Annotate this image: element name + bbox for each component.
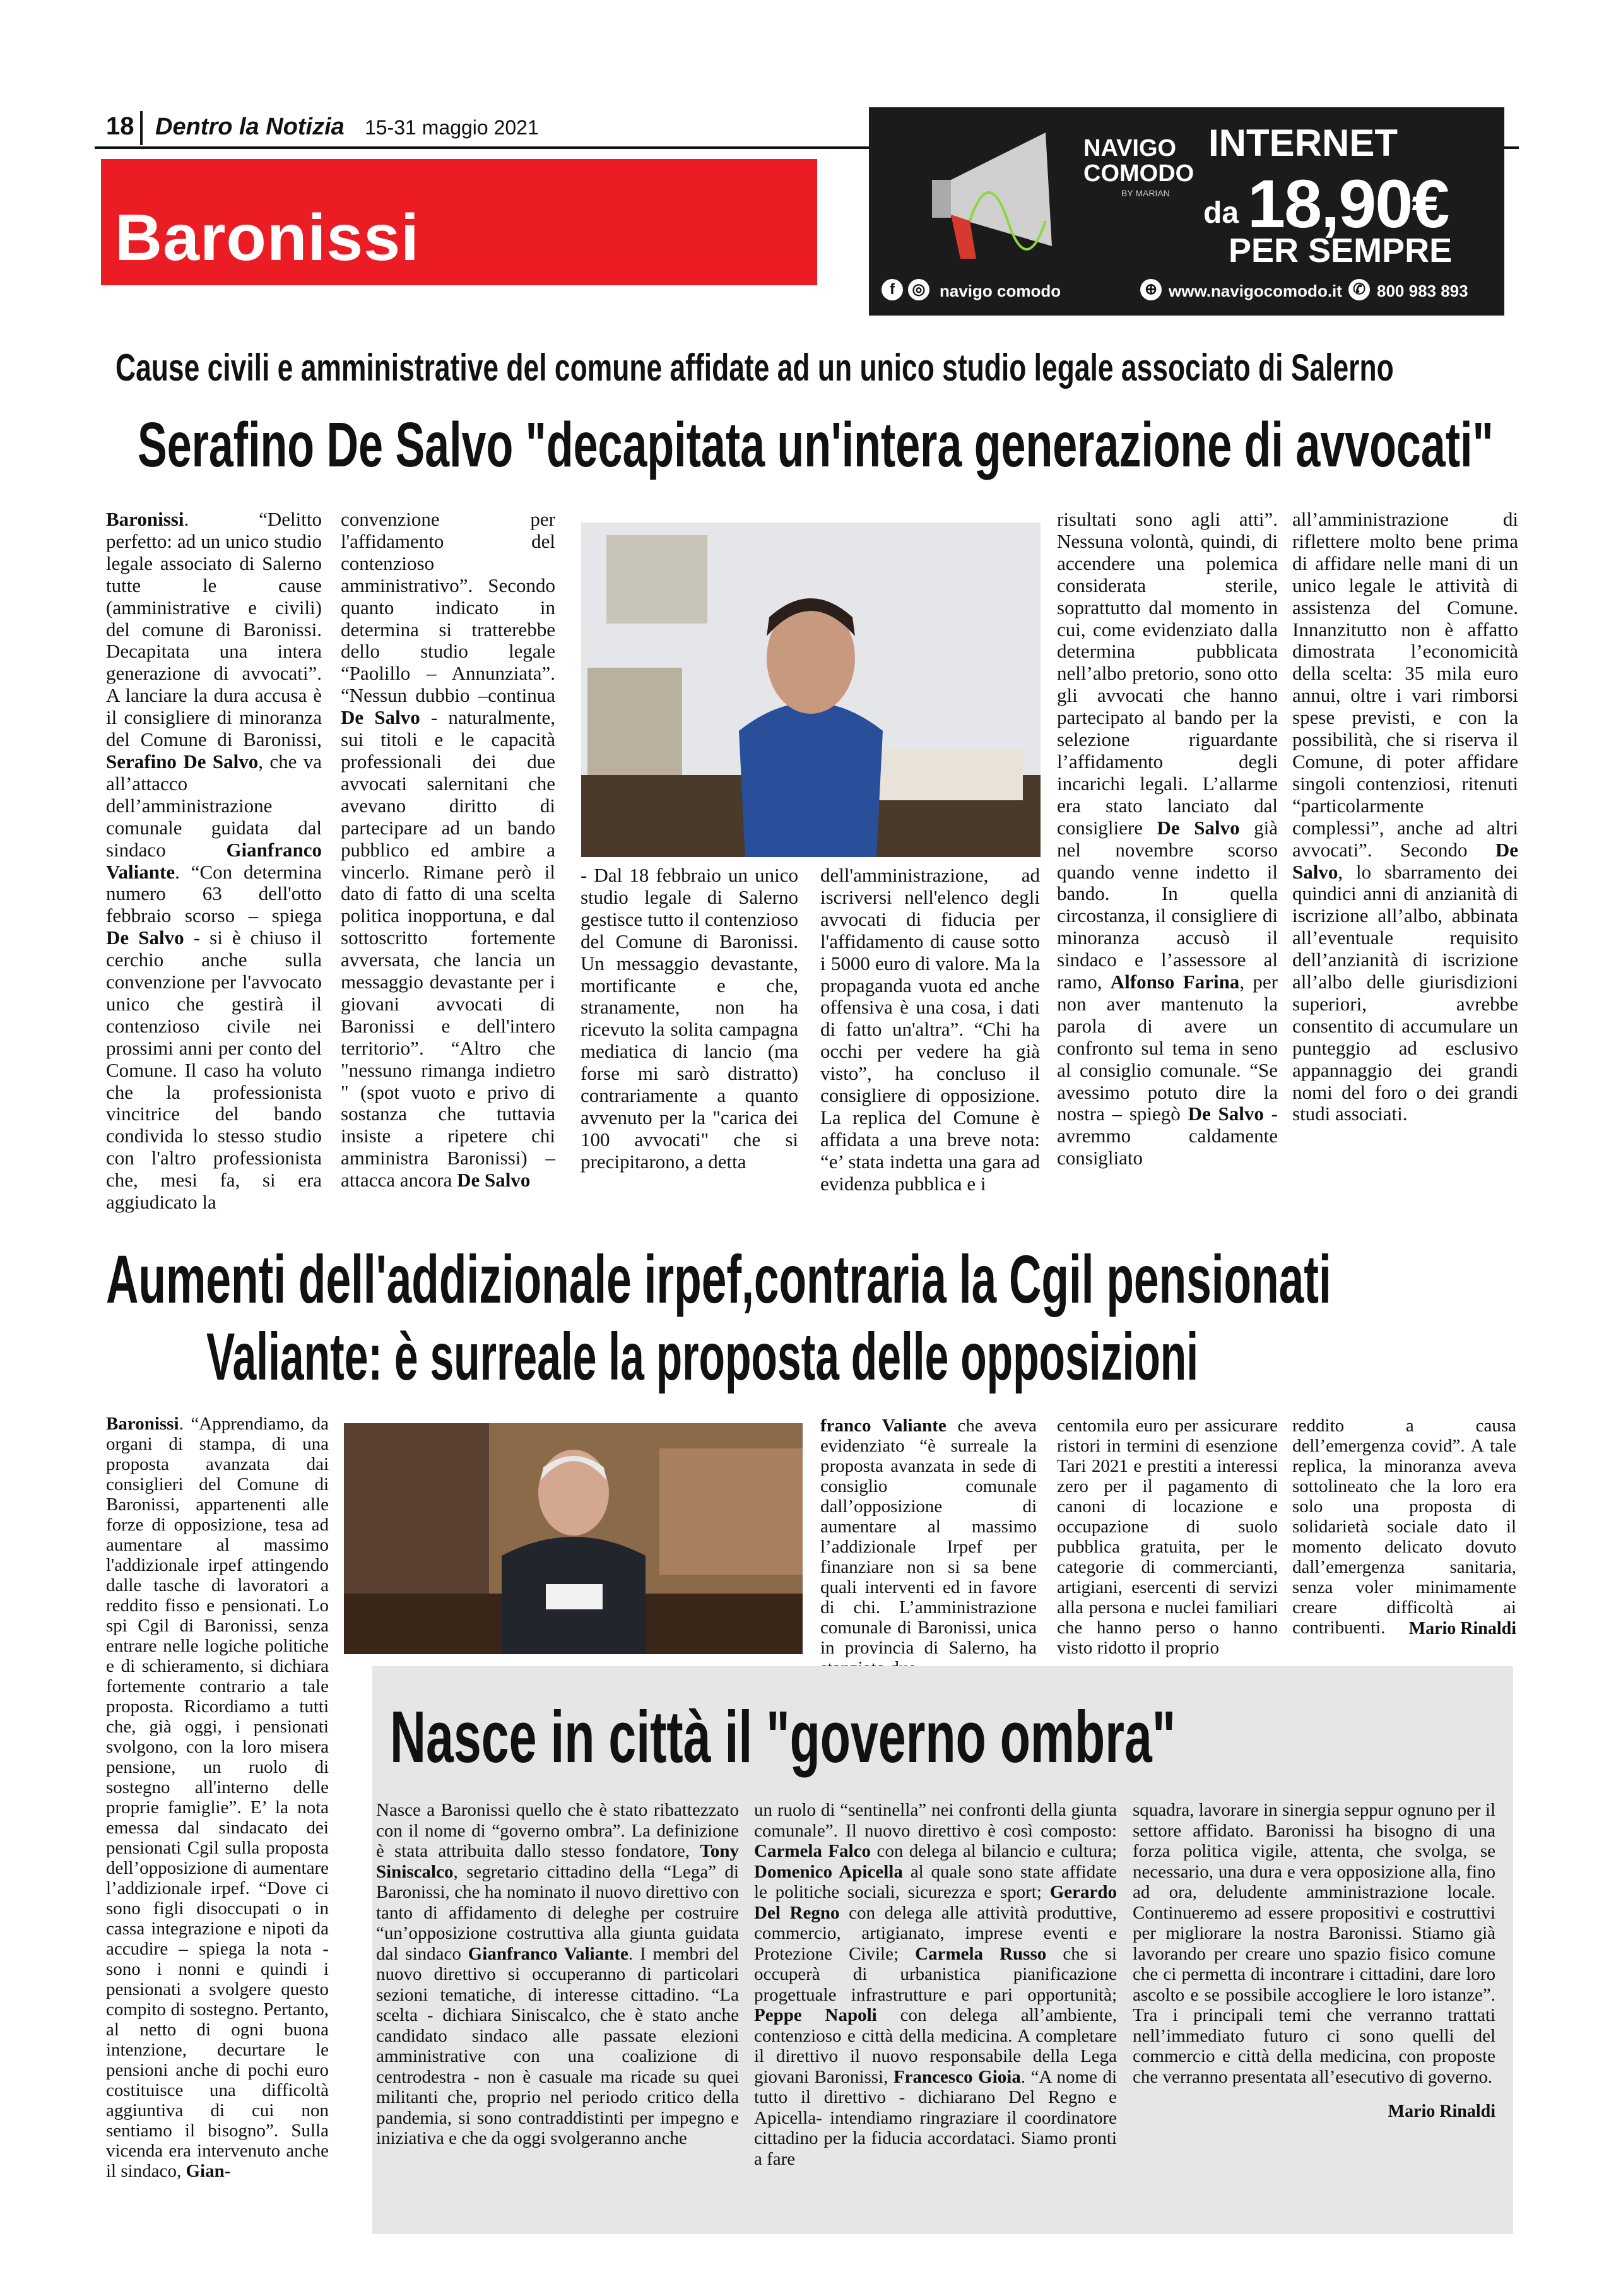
article1-col2: convenzione per l'affidamento del contenzioso amministrativo”. Secondo quanto indicato in determina si tratterebbe dello studio legale “Paolillo – Annunziata”. “Nessun dubbio –continua De Salvo - naturalmente, sui titoli e le capacità professionali dei due avvocati salernitani che avevano diritto di partecipare ad un bando pubblico ed ambire a vincerlo. Rimane però il dato di fatto di una scelta politica inopportuna, e dal sottoscritto fortemente avversata, che lancia un messaggio devastante per i giovani avvocati di Baronissi e dell'intero territorio”. “Altro che "nessuno rimanga indietro " (spot vuoto e privo di sostanza che tuttavia insiste a ripetere chi amministra Baronissi) – attacca ancora De Salvo [341, 508, 555, 1192]
article1-col5: risultati sono agli atti”. Nessuna volontà, quindi, di accendere una polemica considerata sterile, soprattutto dal momento in cui, come evidenziato dalla determina pubblicata nell’albo pretorio, sono otto gli avvocati che hanno partecipato al bando per la selezione riguardante l’affidamento degli incarichi legali. L’allarme era stato lanciato dal consigliere De Salvo già nel novembre scorso quando venne indetto il bando. In quella circostanza, il consigliere di minoranza accusò il sindaco e l’assessore al ramo, Alfonso Farina, per non aver mantenuto la parola di avere un confronto sul tema in seno al consiglio comunale. “Se avessimo potuto dire la nostra – spiegò De Salvo - avremmo caldamente consigliato [1057, 508, 1278, 1169]
article2-subtitle: Valiante: è surreale la proposta delle opposizioni [206, 1320, 1199, 1394]
article2-title: Aumenti dell'addizionale irpef,contraria la Cgil pensionati [106, 1241, 1331, 1317]
article2-col4: reddito a causa dell’emergenza covid”. A tale replica, la minoranza aveva sottolineato che la loro era solo una proposta di solidarietà sociale dato il momento delicato dovuto dall’emergenza sanitaria, senza voler minimamente creare difficoltà ai contribuenti. [1292, 1416, 1516, 1638]
ad-phone[interactable]: 800 983 893 [1377, 281, 1468, 300]
instagram-icon[interactable]: ◎ [908, 279, 929, 300]
ad-brand-text: NAVIGO COMODO [1083, 135, 1194, 187]
article3-title: Nasce in città il "governo ombra" [390, 1696, 1176, 1778]
article2-photo [344, 1423, 803, 1654]
article2-col1: Baronissi. “Apprendiamo, da organi di stampa, di una proposta avanzata dai consiglieri del Comune di Baronissi, appartenenti alle forze di opposizione, tesa ad aumentare al massimo l'addizionale irpef attingendo dalle tasche di lavoratori a reddito fisso e pensionati. Lo spi Cgil di Baronissi, senza entrare nelle logiche politiche e di schieramento, si dichiara fortemente contrario a tale proposta. Ricordiamo a tutti che, già oggi, i pensionati svolgono, con la loro misera pensione, un ruolo di sostegno all'interno delle proprie famiglie”. E’ la nota emessa dal sindacato dei pensionati Cgil sulla proposta dell’opposizione di aumentare l’addizionale irpef. “Dove ci sono figli disoccupati o in cassa integrazione e nipoti da accudire – spiega la nota - sono i nonni e quindi i pensionati a svolgere questo compito di sostegno. Pertanto, al netto di ogni buona intenzione, decurtare le pensioni anche di pochi euro costituisce una difficoltà aggiuntiva di cui non sentiamo il bisogno”. Sulla vicenda era intervenuto anche il sindaco, Gian- [106, 1414, 329, 2181]
article1-col3: - Dal 18 febbraio un unico studio legale di Salerno gestisce tutto il contenzioso del Comune di Baronissi. Un messaggio devastante, mortificante e che, stranamente, non ha ricevuto la solita campagna mediatica di lancio (ma forse mi sarò distratto) contrariamente a quanto avvenuto per la "carica dei 100 avvocati" che si precipitarono, a detta [581, 864, 798, 1173]
ad-tagline: PER SEMPRE [1229, 232, 1453, 269]
ad-price: 18,90€ [1247, 165, 1449, 242]
ad-price-prefix: da [1203, 196, 1239, 230]
ad-website[interactable]: www.navigocomodo.it [1169, 281, 1342, 300]
article1-col6: all’amministrazione di riflettere molto bene prima di affidare nelle mani di un unico legale le attività di assistenza del Comune. Innanzitutto non è affatto dimostrata l’economicità della scelta: 35 mila euro annui, oltre i vari rimborsi spese previsti, e con la possibilità, che si riserva il Comune, di poter affidare singoli contenziosi, ritenuti “particolarmente complessi”, anche ad altri avvocati”. Secondo De Salvo, lo sbarramento dei quindici anni di anzianità di iscrizione all’albo, abbinata all’eventuale requisito dell’anzianità di iscrizione all’albo delle giurisdizioni superiori, avrebbe consentito di accumulare un punteggio ad esclusivo appannaggio dei grandi nomi del foro o dei grandi studi associati. [1292, 508, 1518, 1125]
portrait-de-salvo-image [581, 523, 1041, 857]
megaphone-icon [932, 126, 1083, 265]
publication-name: Dentro la Notizia [155, 114, 345, 140]
page-number-divider [140, 111, 143, 145]
portrait-valiante-image [344, 1423, 803, 1654]
article3-col2: un ruolo di “sentinella” nei confronti della giunta comunale”. Il nuovo direttivo è così composto: Carmela Falco con delega al bilancio e cultura; Domenico Apicella al quale sono state affidate le politiche sociali, sicurezza e sport; Gerardo Del Regno con delega alle attività produttive, commercio, artigianato, imprese eventi e Protezione Civile; Carmela Russo che si occuperà di urbanistica pianificazione progettuale infrastrutture e pari opportunità; Peppe Napoli con delega all’ambiente, contenzioso e città della medicina. A completare il direttivo il nuovo responsabile della Lega giovani Baronissi, Francesco Gioia. “A nome di tutto il direttivo - dichiarano Del Regno e Apicella- intendiamo ringraziare il coordinatore cittadino per la fiducia accordataci. Siamo pronti a fare [754, 1800, 1118, 2169]
ad-brand-sub: BY MARIAN [1121, 188, 1170, 198]
phone-icon: ✆ [1348, 279, 1370, 300]
globe-icon: ⊕ [1140, 279, 1162, 300]
article1-photo [581, 523, 1041, 857]
issue-date: 15-31 maggio 2021 [365, 116, 539, 139]
facebook-icon[interactable]: f [882, 279, 903, 300]
page-number: 18 [106, 112, 134, 140]
article3-col3: squadra, lavorare in sinergia seppur ognuno per il settore affidato. Baronissi ha bisogno di una forza politica vigile, attenta, che svolga, se necessario, una dura e vera opposizione alla, fino ad ora, deludente amministrazione locale. Continueremo ad essere propositivi e costruttivi per migliorare la nostra Baronissi. Stiamo già lavorando per creare uno spazio fisico comune che ci permetta di incontrare i cittadini, dare loro ascolto e se possibile accogliere le loro istanze”. Tra i principali temi che verranno trattati nell’immediato futuro ci sono quelli del commercio e città della medicina, con proposte che verranno presentata all’esecutivo di governo. [1133, 1800, 1495, 2087]
ad-title: INTERNET [1208, 122, 1398, 164]
article3-col1: Nasce a Baronissi quello che è stato ribattezzato con il nome di “governo ombra”. La definizione è stata attribuita dallo stesso fondatore, Tony Siniscalco, segretario cittadino della “Lega” di Baronissi, che ha nominato il nuovo direttivo con tanto di affidamento di deleghe per costruire “un’opposizione costruttiva alla giunta guidata dal sindaco Gianfranco Valiante. I membri del nuovo direttivo si occuperanno di particolari sezioni tematiche, di interesse cittadino. “La scelta - dichiara Siniscalco, che è stato anche candidato sindaco alle passate elezioni amministrative con una coalizione di centrodestra - non è casuale ma ricade su quei militanti che, proprio nel periodo critico della pandemia, si sono contraddistinti per impegno e iniziativa e che da oggi svolgeranno anche [376, 1800, 739, 2148]
article2-col2: franco Valiante che aveva evidenziato “è surreale la proposta avanzata in sede di consiglio comunale dall’opposizione di aumentare al massimo l’addizionale Irpef per finanziare non si sa bene quali interventi ed in favore di chi. L’amministrazione comunale di Baronissi, unica in provincia di Salerno, ha [820, 1416, 1037, 1658]
article1-col4: dell'amministrazione, ad iscriversi nell'elenco degli avvocati di fiducia per l'affidamento di cause sotto i 5000 euro di valore. Ma la propaganda vuota ed anche offensiva è una cosa, i dati di fatto un'altra”. “Chi ha occhi per vedere ha già visto”, ha concluso il consigliere di opposizione. La replica del Comune è affidata a una breve nota: “e’ stata indetta una gara ad evidenza pubblica e i [820, 864, 1040, 1195]
ad-brand [1083, 136, 1194, 186]
article2-col3: centomila euro per assicurare ristori in termini di esenzione Tari 2021 e prestiti a interessi zero per il pagamento di canoni di locazione e occupazione di suolo pubblica gratuita, per le categorie di commercianti, artigiani, esercenti di servizi alla persona e nuclei familiari che hanno perso o hanno visto ridotto il proprio [1057, 1416, 1278, 1658]
navigo-comodo-ad[interactable] [869, 107, 1504, 316]
article1-title: Serafino De Salvo "decapitata un'intera generazione di avvocati" [138, 410, 1494, 480]
article3-signature: Mario Rinaldi [1388, 2102, 1495, 2121]
section-label: Baronissi [115, 201, 420, 275]
article2-signature: Mario Rinaldi [1408, 1619, 1516, 1638]
article1-col1: Baronissi. “Delitto perfetto: ad un unico studio legale associato di Salerno tutte le cause (amministrative e civili) del comune di Baronissi. Decapitata una intera generazione di avvocati”. A lanciare la dura accusa è il consigliere di minoranza del Comune di Baronissi, Serafino De Salvo, che va all’attacco dell’amministrazione comunale guidata dal sindaco Gianfranco Valiante. “Con determina numero 63 dell'otto febbraio scorso – spiega De Salvo - si è chiuso il cerchio anche sulla convenzione per l'avvocato unico che gestirà il contenzioso civile nei prossimi anni per conto del Comune. Il caso ha voluto che la professionista vincitrice del bando condivida lo stesso studio con l'altro professionista che, mesi fa, si era aggiudicato la [106, 508, 322, 1214]
article1-kicker: Cause civili e amministrative del comune affidate ad un unico studio legale associato di Salerno [115, 346, 1394, 389]
ad-social[interactable]: navigo comodo [940, 281, 1061, 300]
